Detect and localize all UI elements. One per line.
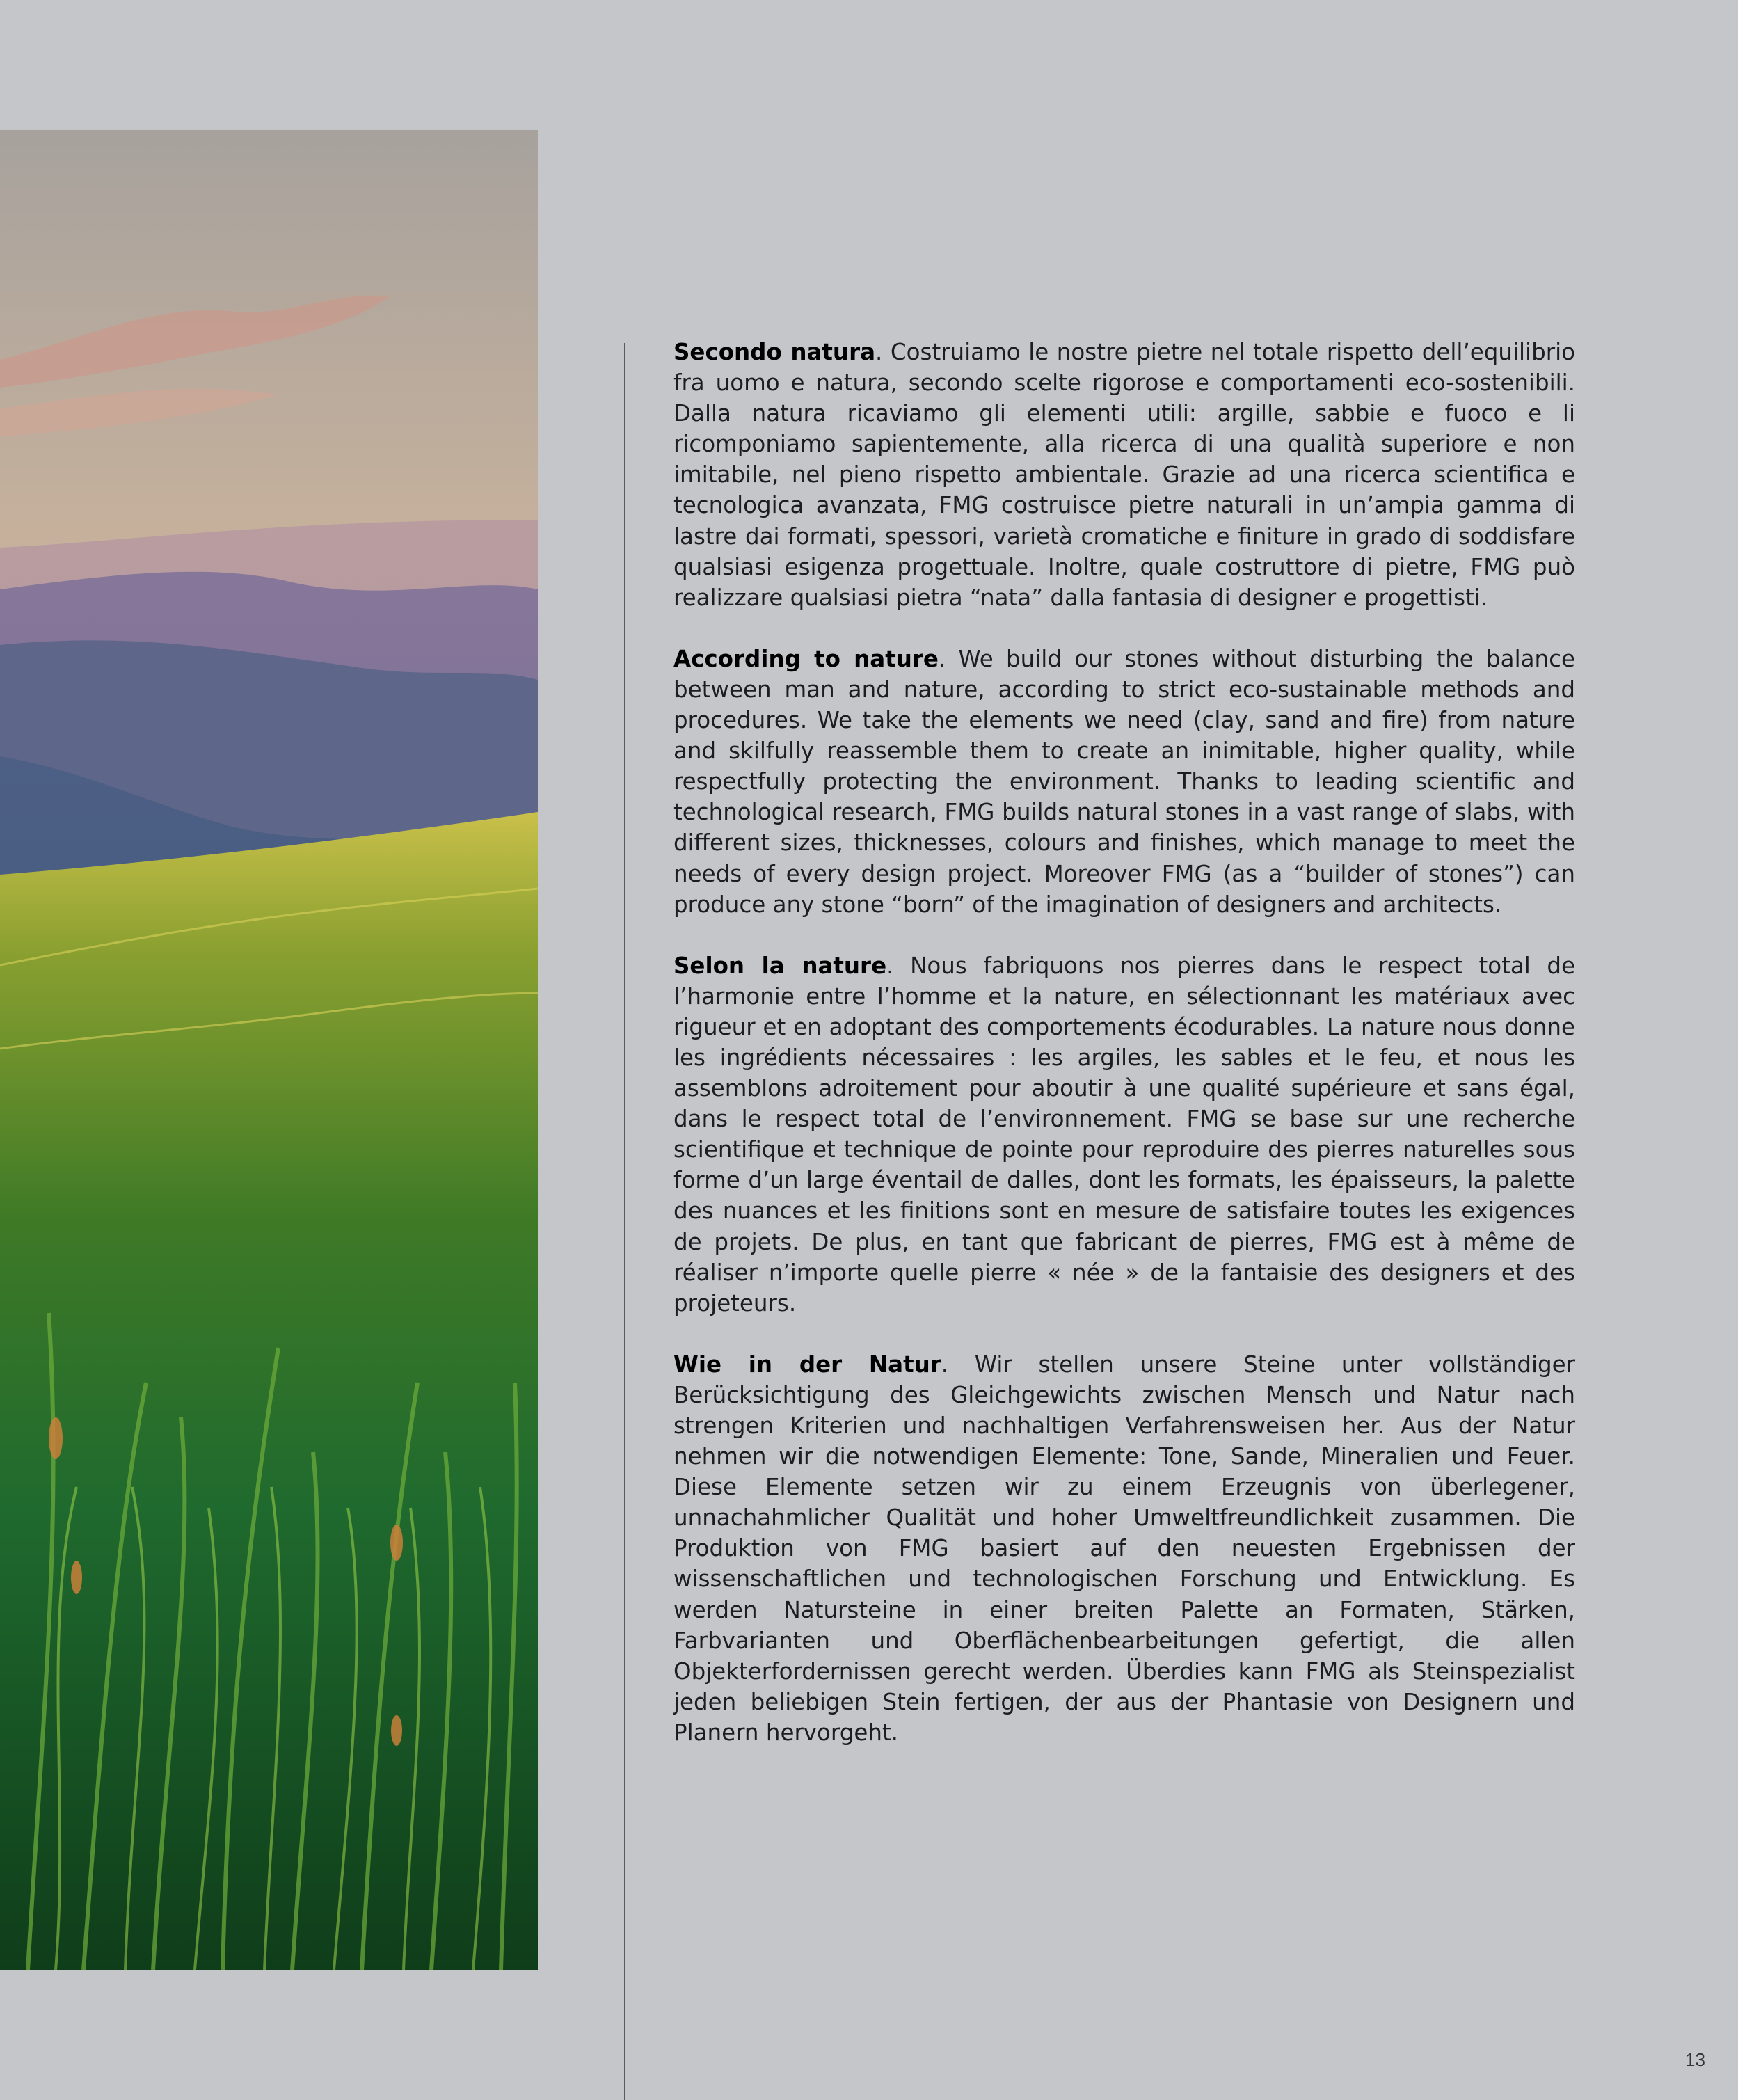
text-column [673, 337, 1575, 1779]
paragraph-french [673, 950, 1575, 1319]
paragraph-heading: Selon la nature [673, 952, 887, 979]
paragraph-italian [673, 337, 1575, 613]
vertical-divider [624, 343, 625, 2100]
paragraph-heading: Wie in der Natur [673, 1351, 941, 1378]
paragraph-body: . Costruiamo le nostre pietre nel totale rispetto dell’equilibrio fra uomo e natura, secondo scelte rigorose e comportamenti eco-sostenibili. Dalla natura ricaviamo gli elementi utili: argille, sabbie e fuoco e li ricomponiamo sapientemente, alla ricerca di una qualità superiore e non imitabile, nel pieno rispetto ambientale. Grazie ad una ricerca scientifica e tecnologica avanzata, FMG costruisce pietre naturali in un’ampia gamma di lastre dai formati, spessori, varietà cromatiche e finiture in grado di soddisfare qualsiasi esigenza progettuale. Inoltre, quale costruttore di pietre, FMG può realizzare qualsiasi pietra “nata” dalla fantasia di designer e progettisti. [673, 339, 1575, 611]
paragraph-heading: Secondo natura [673, 339, 876, 365]
paragraph-heading: According to nature [673, 645, 939, 672]
landscape-illustration [0, 130, 538, 1970]
paragraph-german [673, 1349, 1575, 1748]
paragraph-body: . We build our stones without disturbing the balance between man and nature, according to strict eco-sustainable methods and procedures. We take the elements we need (clay, sand and fire) from nature and skilfully reassemble them to create an inimitable, higher quality, while respectfully protecting the environment. Thanks to leading scientific and technological research, FMG builds natural stones in a vast range of slabs, with different sizes, thicknesses, colours and finishes, which manage to meet the needs of every design project. Moreover FMG (as a “builder of stones”) can produce any stone “born” of the imagination of designers and architects. [673, 645, 1575, 918]
paragraph-body: . Wir stellen unsere Steine unter vollständiger Berücksichtigung des Gleichgewichts zwischen Mensch und Natur nach strengen Kriterien und nachhaltigen Verfahrensweisen her. Aus der Natur nehmen wir die notwendigen Elemente: Tone, Sande, Mineralien und Feuer. Diese Elemente setzen wir zu einem Erzeugnis von überlegener, unnachahmlicher Qualität und hoher Umweltfreundlichkeit zusammen. Die Produktion von FMG basiert auf den neuesten Ergebnissen der wissenschaftlichen und technologischen Forschung und Entwicklung. Es werden Natursteine in einer breiten Palette an Formaten, Stärken, Farbvarianten und Oberflächenbearbeitungen gefertigt, die allen Objekterfordernissen gerecht werden. Überdies kann FMG als Steinspezialist jeden beliebigen Stein fertigen, der aus der Phantasie von Designern und Planern hervorgeht. [673, 1351, 1575, 1746]
page-number: 13 [1685, 2049, 1705, 2070]
landscape-photo [0, 130, 538, 1970]
paragraph-english [673, 644, 1575, 920]
paragraph-body: . Nous fabriquons nos pierres dans le respect total de l’harmonie entre l’homme et la nature, en sélectionnant les matériaux avec rigueur et en adoptant des comportements écodurables. La nature nous donne les ingrédients nécessaires : les argiles, les sables et le feu, et nous les assemblons adroitement pour aboutir à une qualité supérieure et sans égal, dans le respect total de l’environnement. FMG se base sur une recherche scientifique et technique de pointe pour reproduire des pierres naturelles sous forme d’un large éventail de dalles, dont les formats, les épaisseurs, la palette des nuances et les finitions sont en mesure de satisfaire toutes les exigences de projets. De plus, en tant que fabricant de pierres, FMG est à même de réaliser n’importe quelle pierre « née » de la fantaisie des designers et des projeteurs. [673, 952, 1576, 1317]
